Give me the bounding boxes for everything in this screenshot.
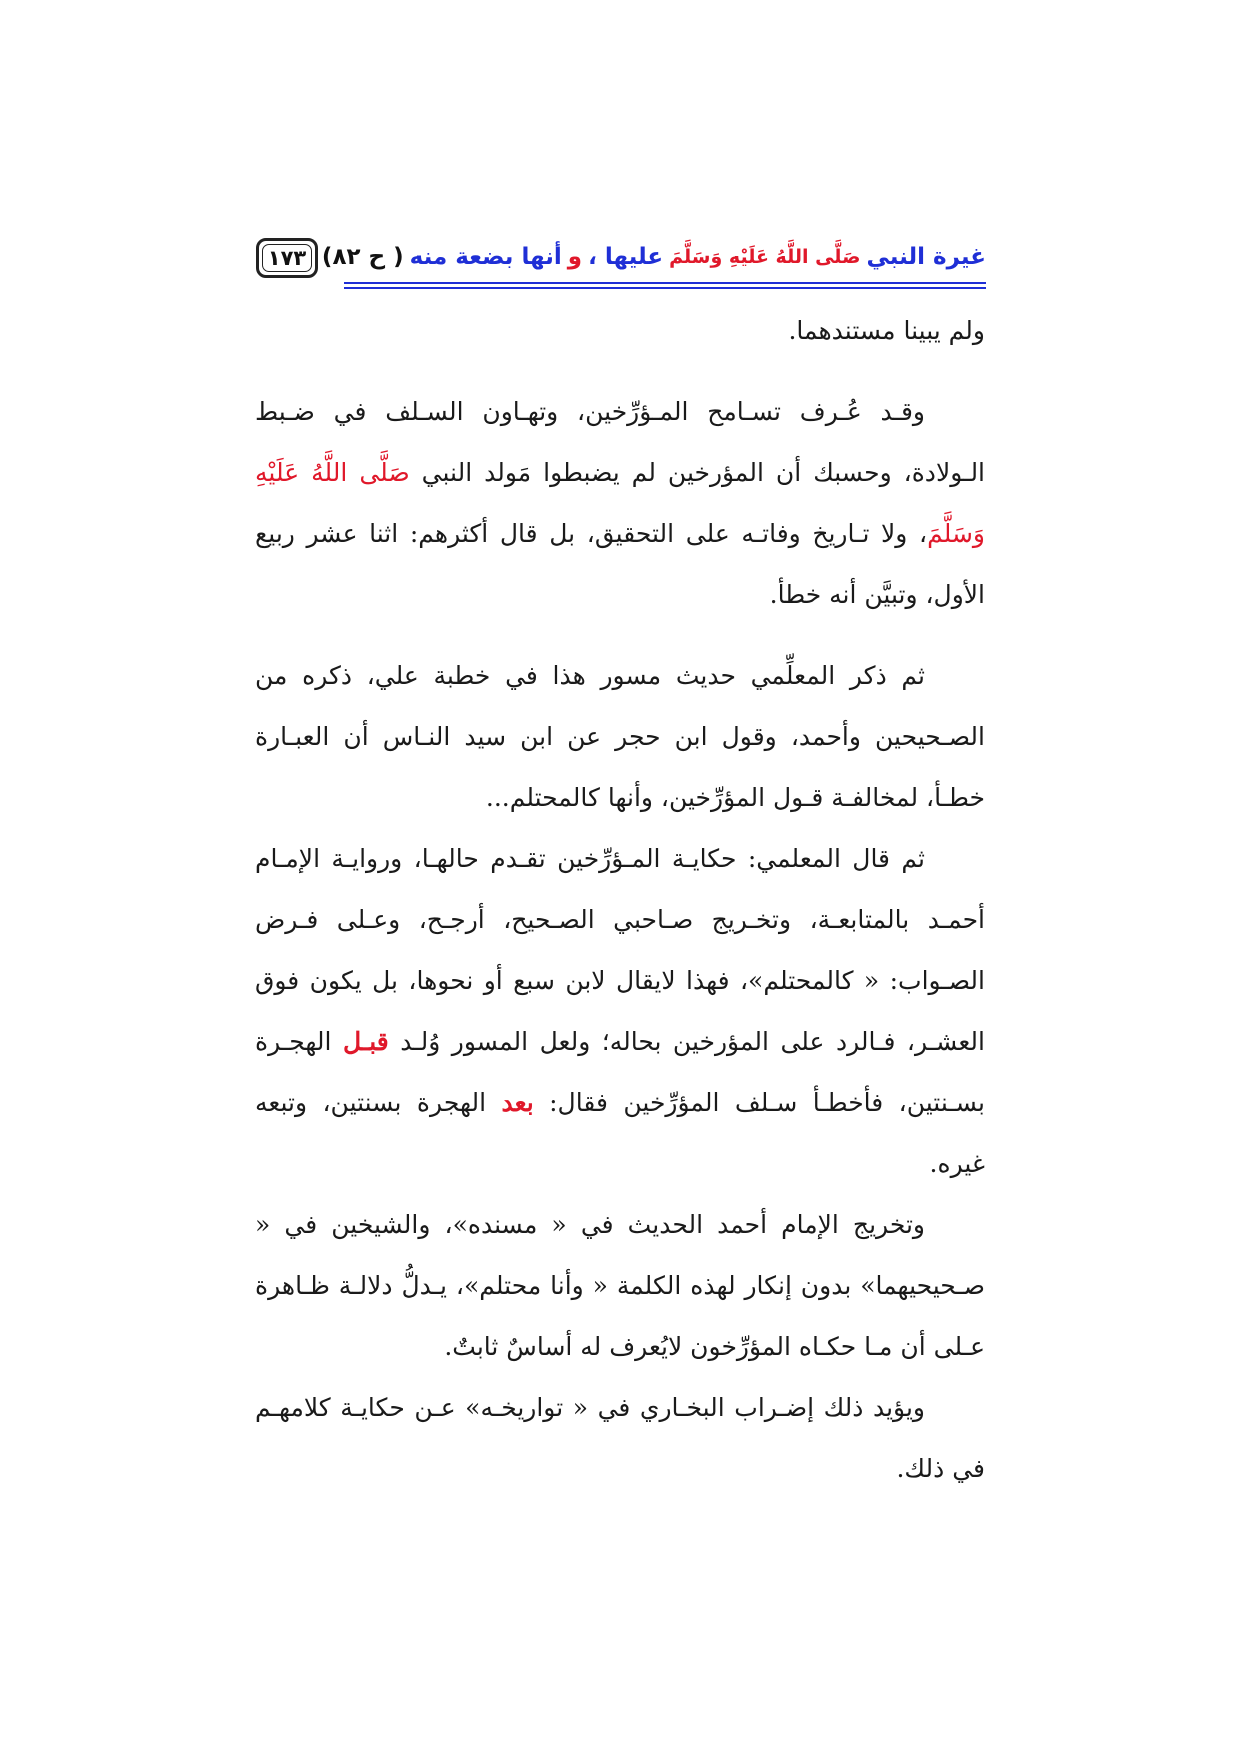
title-and: و bbox=[567, 244, 583, 270]
title-part1: غيرة النبي bbox=[866, 244, 986, 270]
paragraph-2 bbox=[255, 381, 985, 625]
paragraph-3: ثم ذكر المعلِّمي حديث مسور هذا في خطبة علي، ذكره من الصـحيحين وأحمد، وقول ابن حجر عن ابن سيد النـاس أن العبـارة خطـأ، لمخالفـة قـول المؤرِّخين، وأنها كالمحتلم... bbox=[255, 661, 985, 812]
paragraph-4 bbox=[255, 828, 985, 1194]
page-body bbox=[255, 300, 985, 1499]
paragraph-4-c: الهجرة بسنتين، وتبعه غيره. bbox=[255, 1088, 985, 1178]
page-number: ١٧٣ bbox=[256, 238, 318, 278]
paragraph-2-line2a: وحسبك أن المؤرخين لم يضبطوا مَولد النبي bbox=[421, 458, 892, 487]
paragraph-4-a: ثم قال المعلمي: حكايـة المـؤرِّخين تقـدم حالهـا، وروايـة الإمـام أحمـد بالمتابعـة، وتخـريج صـاحبي الصـحيح، أرجـح، وعـلى فـرض الصـواب: « كالمحتلم»، فهذا لايقال لابن سبع أو نحوها، بل يكون فوق العشـر، فـالرد على المؤرخين بحاله؛ ولعل المسور وُلـد bbox=[255, 844, 985, 1056]
hadith-reference: ( ح ٨٢) bbox=[321, 244, 404, 270]
paragraph-1: ولم يبينا مستندهما. bbox=[788, 316, 985, 345]
highlight-before: قبـل bbox=[342, 1027, 389, 1056]
paragraph-2-line3: على التحقيق، بل قال أكثرهم: اثنا عشر ربيع الأول، وتبيَّن أنه خطأ. bbox=[255, 519, 985, 609]
title-part2: عليها ، bbox=[588, 244, 664, 270]
salawat-inline: صَلَّى اللَّهُ عَلَيْهِ وَسَلَّمَ bbox=[255, 458, 985, 548]
page-header bbox=[256, 236, 986, 296]
paragraph-2-line1: وقـد عُـرف تسـامح المـؤرِّخين، وتهـاون السـلف في ضـبط الـولادة، bbox=[255, 397, 986, 487]
paragraph-4-b: الهجـرة بسـنتين، فأخطـأ سـلف المؤرِّخين فقال: bbox=[255, 1027, 985, 1117]
running-title bbox=[322, 236, 986, 278]
header-rule-double bbox=[344, 287, 986, 289]
title-salawat: صَلَّى اللَّهُ عَلَيْهِ وَسَلَّمَ bbox=[669, 246, 861, 268]
paragraph-2-line2b: ، ولا تـاريخ وفاتـه bbox=[741, 519, 928, 548]
paragraph-6: ويؤيد ذلك إضـراب البخـاري في « تواريخـه» عـن حكايـة كلامهـم في ذلك. bbox=[255, 1393, 985, 1483]
highlight-after: بعد bbox=[501, 1088, 534, 1117]
paragraph-5: وتخريج الإمام أحمد الحديث في « مسنده»، والشيخين في « صـحيحيهما» بدون إنكار لهذه الكلمة « وأنا محتلم»، يـدلُّ دلالـة ظـاهرة عـلى أن مـا حكـاه المؤرِّخون لايُعرف له أساسٌ ثابتٌ. bbox=[255, 1210, 985, 1361]
header-rule bbox=[344, 282, 986, 284]
title-part3: أنها بضعة منه bbox=[409, 244, 562, 270]
